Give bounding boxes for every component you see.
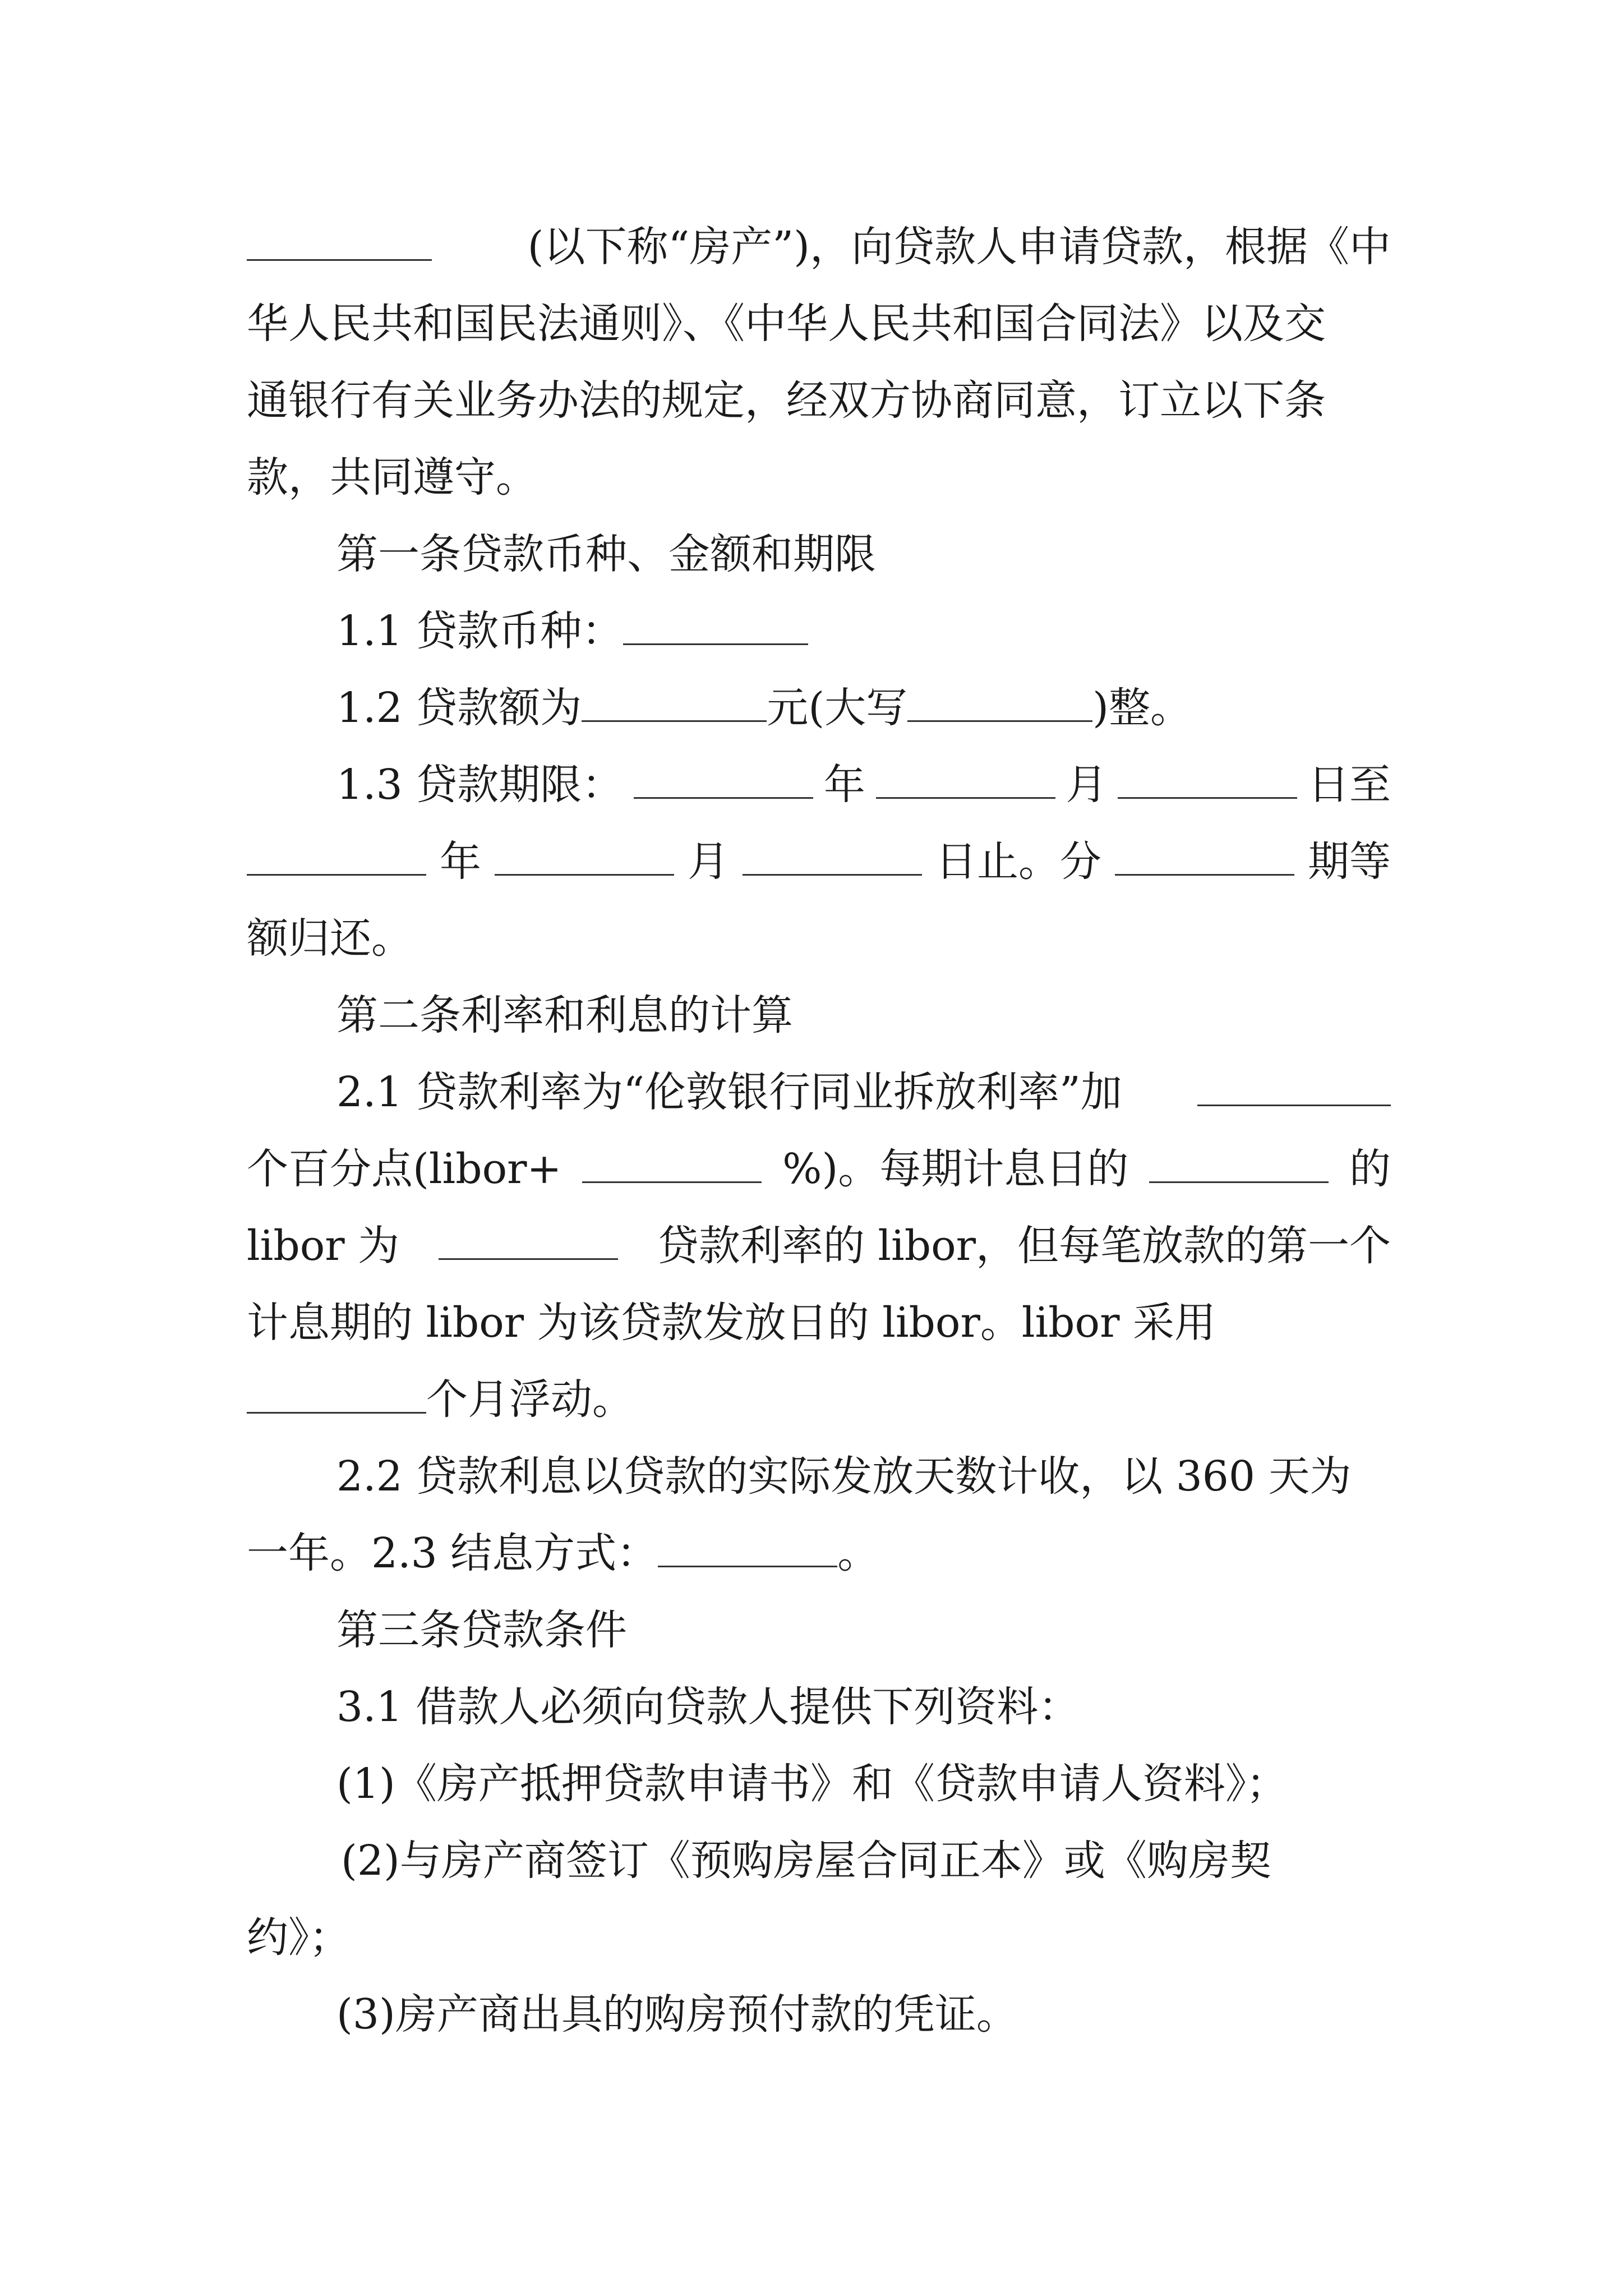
text-segment: 个百分点(libor+ xyxy=(247,1145,562,1193)
text-segment: 计息期的 libor 为该贷款发放日的 libor。libor 采用 xyxy=(247,1299,1216,1347)
text-segment: 1.1 贷款币种： xyxy=(336,607,624,655)
fill-blank xyxy=(658,1532,837,1567)
text-segment: 一年。2.3 结息方式： xyxy=(247,1529,658,1577)
article-title: 第二条利率和利息的计算 xyxy=(336,991,793,1039)
paragraph-line xyxy=(247,286,1391,362)
fill-blank xyxy=(1118,763,1297,799)
list-item xyxy=(247,1746,1391,1823)
clause-line xyxy=(247,1438,1391,1515)
fill-blank xyxy=(1115,840,1294,876)
list-item xyxy=(247,1899,1391,1976)
text-segment: )整。 xyxy=(1092,684,1192,732)
text-segment: 贷款利率的 libor，但每笔放款的第一个 xyxy=(657,1222,1391,1270)
text-segment: 期等 xyxy=(1308,838,1391,886)
text-segment: (3)房产商出具的购房预付款的凭证。 xyxy=(336,1990,1018,2039)
fill-blank xyxy=(582,1148,762,1183)
fill-blank xyxy=(907,687,1092,722)
clause-line xyxy=(247,1208,1391,1285)
contract-page xyxy=(247,209,1391,2053)
text-segment: 2.1 贷款利率为“伦敦银行同业拆放利率”加 xyxy=(336,1068,1122,1116)
fill-blank xyxy=(247,226,432,261)
clause-line xyxy=(247,1361,1391,1438)
text-segment: 日止。分 xyxy=(935,838,1101,886)
text-segment: 元(大写 xyxy=(767,684,908,732)
text-segment: 额归还。 xyxy=(247,914,413,963)
text-segment: 月 xyxy=(688,838,729,886)
clause-line xyxy=(247,900,1391,977)
text-segment: libor 为 xyxy=(247,1222,400,1270)
fill-blank xyxy=(634,763,813,799)
clause-line xyxy=(247,1285,1391,1361)
fill-blank xyxy=(439,1225,618,1260)
article-heading xyxy=(247,516,1391,593)
text-segment: (以下称“房产”)，向贷款人申请贷款，根据《中 xyxy=(527,223,1391,271)
clause-line xyxy=(247,823,1391,900)
text-segment: 月 xyxy=(1066,761,1108,809)
fill-blank xyxy=(623,610,808,645)
list-item xyxy=(247,1823,1391,1899)
fill-blank xyxy=(582,687,767,722)
clause-line xyxy=(247,1669,1391,1746)
text-segment: 款，共同遵守。 xyxy=(247,453,537,501)
text-segment: (1)《房产抵押贷款申请书》和《贷款申请人资料》； xyxy=(336,1760,1288,1808)
text-segment: (2)与房产商签订《预购房屋合同正本》或《购房契 xyxy=(341,1837,1271,1885)
fill-blank xyxy=(876,763,1055,799)
text-segment: 3.1 借款人必须向贷款人提供下列资料： xyxy=(336,1683,1080,1731)
text-segment: 华人民共和国民法通则》、《中华人民共和国合同法》以及交 xyxy=(247,300,1326,348)
text-segment: 1.3 贷款期限： xyxy=(336,761,624,809)
text-segment: 通银行有关业务办法的规定，经双方协商同意，订立以下条 xyxy=(247,376,1326,425)
text-segment: 。 xyxy=(837,1529,879,1577)
text-segment: 年 xyxy=(823,761,865,809)
text-segment: 日至 xyxy=(1308,761,1391,809)
text-segment: 约》； xyxy=(247,1913,351,1962)
paragraph-line xyxy=(247,439,1391,516)
article-title: 第一条贷款币种、金额和期限 xyxy=(336,530,876,578)
paragraph-line xyxy=(247,362,1391,439)
text-segment: %)。每期计息日的 xyxy=(782,1145,1129,1193)
article-heading xyxy=(247,977,1391,1054)
fill-blank xyxy=(495,840,674,876)
fill-blank xyxy=(743,840,922,876)
fill-blank xyxy=(247,1378,426,1414)
fill-blank xyxy=(247,840,426,876)
article-title: 第三条贷款条件 xyxy=(336,1606,627,1654)
clause-line xyxy=(247,593,1391,670)
text-segment: 年 xyxy=(440,838,481,886)
clause-line xyxy=(247,1131,1391,1208)
text-segment: 1.2 贷款额为 xyxy=(336,684,582,732)
clause-line xyxy=(247,1515,1391,1592)
text-segment: 个月浮动。 xyxy=(426,1375,634,1424)
paragraph-line xyxy=(247,209,1391,286)
list-item xyxy=(247,1976,1391,2053)
article-heading xyxy=(247,1592,1391,1669)
clause-line xyxy=(247,670,1391,747)
text-segment: 2.2 贷款利息以贷款的实际发放天数计收，以 360 天为 xyxy=(336,1452,1352,1501)
fill-blank xyxy=(1197,1071,1391,1106)
fill-blank xyxy=(1149,1148,1329,1183)
text-segment: 的 xyxy=(1349,1145,1391,1193)
clause-line xyxy=(247,747,1391,823)
clause-line xyxy=(247,1054,1391,1131)
